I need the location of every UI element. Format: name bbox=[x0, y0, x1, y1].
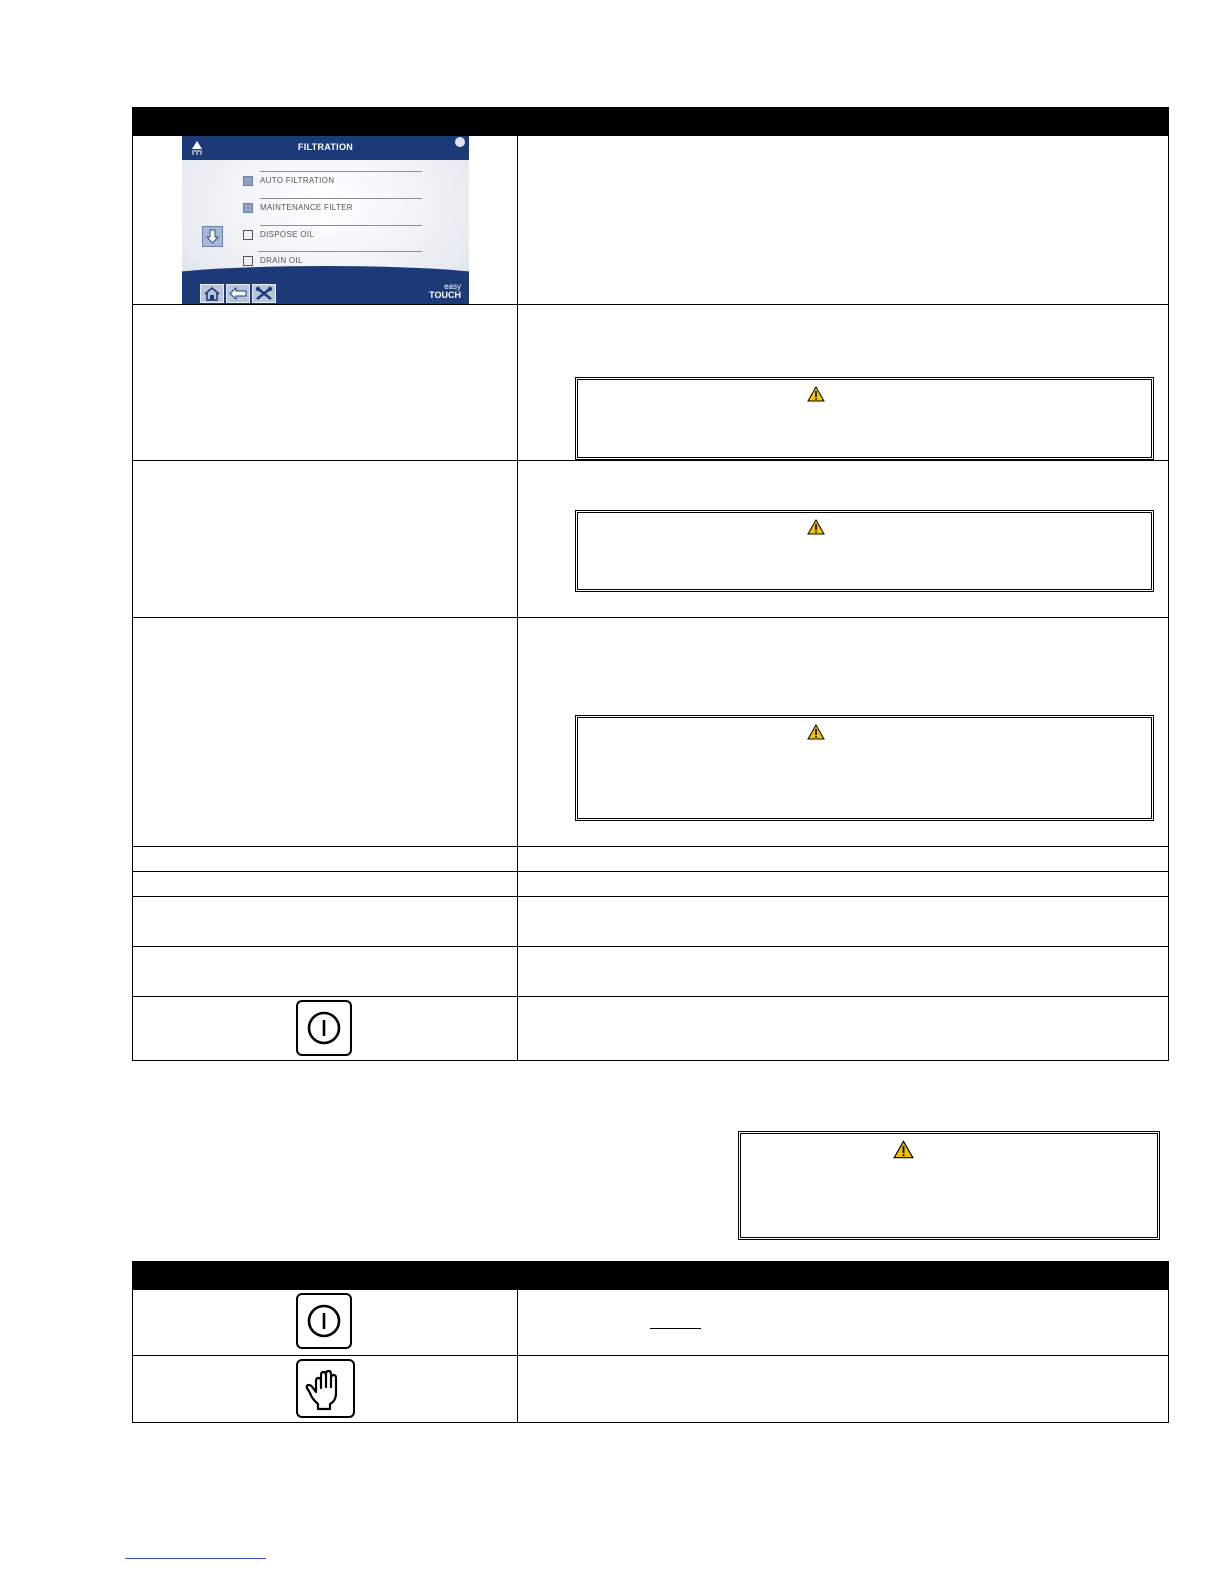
option-label: DISPOSE OIL bbox=[260, 230, 314, 239]
column-divider bbox=[517, 996, 518, 1060]
warning-triangle-icon bbox=[807, 519, 825, 535]
option-label: MAINTENANCE FILTER bbox=[260, 203, 353, 212]
table-row bbox=[132, 460, 1169, 618]
brand-line2: TOUCH bbox=[429, 290, 461, 300]
table-row bbox=[132, 946, 1169, 997]
table-row bbox=[132, 846, 1169, 872]
brand-logo bbox=[429, 283, 461, 300]
option-label: DRAIN OIL bbox=[260, 256, 303, 265]
column-divider bbox=[517, 1355, 518, 1422]
checkbox[interactable] bbox=[243, 203, 253, 213]
arrow-down-icon bbox=[203, 227, 222, 246]
table-row bbox=[132, 617, 1169, 847]
column-divider bbox=[517, 846, 518, 871]
option-divider bbox=[260, 171, 422, 172]
table-row bbox=[132, 304, 1169, 461]
column-divider bbox=[517, 617, 518, 846]
back-arrow-icon bbox=[227, 285, 249, 302]
table-header bbox=[132, 1261, 1169, 1290]
column-divider bbox=[517, 896, 518, 946]
warning-triangle-icon bbox=[807, 386, 825, 402]
column-divider bbox=[517, 871, 518, 896]
table-row bbox=[132, 871, 1169, 897]
table-row bbox=[132, 896, 1169, 947]
warning-triangle-icon bbox=[807, 724, 825, 740]
column-divider bbox=[517, 1290, 518, 1355]
filtration-screen bbox=[182, 136, 469, 304]
option-divider bbox=[260, 225, 422, 226]
home-icon bbox=[201, 285, 223, 302]
table-row bbox=[132, 1290, 1169, 1356]
tools-button[interactable] bbox=[252, 284, 276, 303]
hand-icon bbox=[298, 1361, 353, 1416]
status-dot-icon bbox=[455, 137, 465, 147]
column-divider bbox=[517, 946, 518, 996]
column-divider bbox=[517, 304, 518, 460]
power-icon bbox=[298, 1002, 350, 1054]
warning-box bbox=[575, 377, 1154, 460]
power-icon bbox=[298, 1295, 350, 1347]
table-row bbox=[132, 136, 1169, 305]
hand-key[interactable] bbox=[296, 1359, 355, 1418]
option-label: AUTO FILTRATION bbox=[260, 176, 335, 185]
column-divider bbox=[517, 460, 518, 617]
tools-icon bbox=[253, 285, 275, 302]
checkbox[interactable] bbox=[243, 230, 253, 240]
option-divider bbox=[258, 251, 422, 252]
power-key[interactable] bbox=[296, 1000, 352, 1056]
underline-mark bbox=[650, 1328, 701, 1329]
warning-box bbox=[575, 715, 1154, 821]
warning-triangle-icon bbox=[893, 1140, 914, 1159]
table-row bbox=[132, 996, 1169, 1061]
warning-box bbox=[738, 1131, 1160, 1240]
warning-box bbox=[575, 510, 1154, 592]
hyperlink-underline[interactable] bbox=[125, 1558, 266, 1559]
screen-title: FILTRATION bbox=[297, 142, 354, 152]
table-row bbox=[132, 1355, 1169, 1423]
checkbox[interactable] bbox=[243, 176, 253, 186]
checkbox[interactable] bbox=[243, 256, 253, 266]
column-divider bbox=[517, 136, 518, 304]
brand-line1: easy bbox=[444, 282, 461, 291]
power-key[interactable] bbox=[296, 1293, 352, 1349]
back-button[interactable] bbox=[226, 284, 250, 303]
table-header bbox=[132, 107, 1169, 136]
option-divider bbox=[260, 198, 422, 199]
scroll-down-button[interactable] bbox=[202, 226, 223, 247]
home-button[interactable] bbox=[200, 284, 224, 303]
